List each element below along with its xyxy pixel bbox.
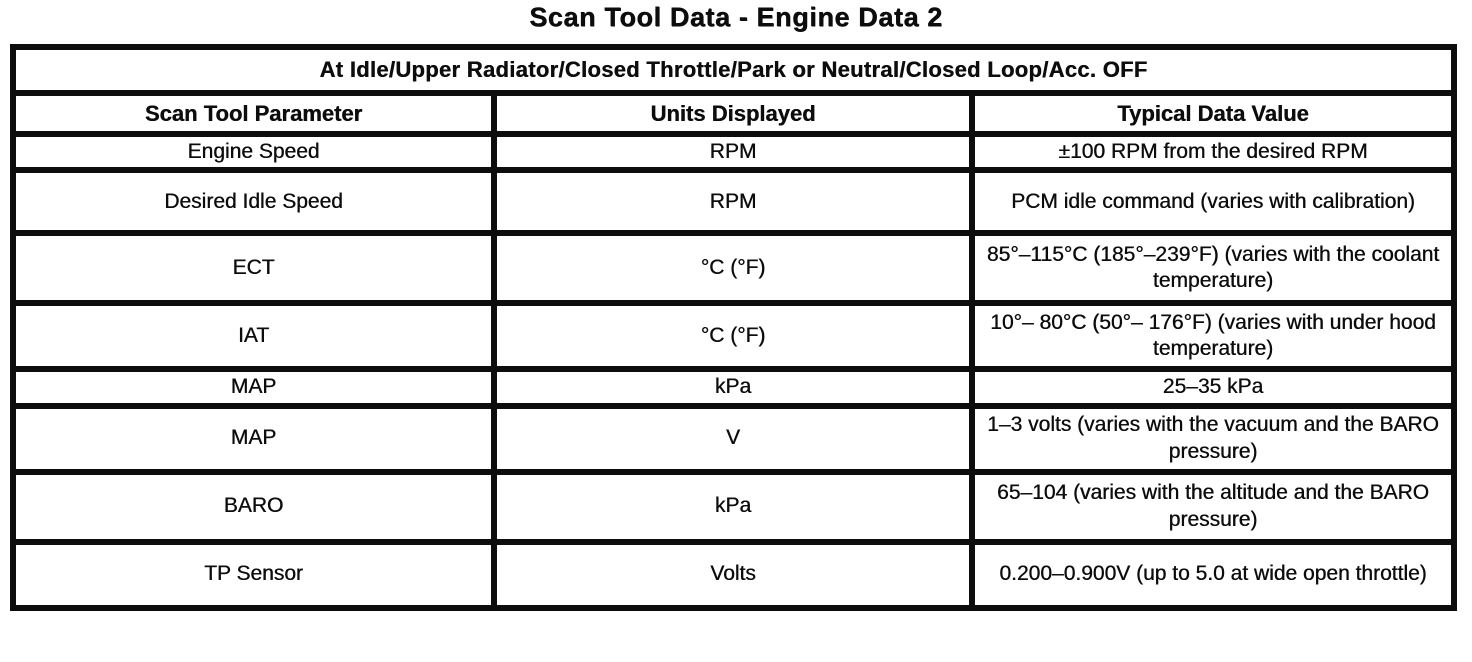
table-body — [13, 134, 1454, 608]
value-cell: 85°–115°C (185°–239°F) (varies with the coolant temperature) — [972, 233, 1454, 303]
table-row — [13, 472, 1454, 542]
value-cell: 10°– 80°C (50°– 176°F) (varies with under hood temperature) — [972, 303, 1454, 369]
table-row — [13, 134, 1454, 170]
table-row — [13, 303, 1454, 369]
parameter-cell: ECT — [13, 233, 494, 303]
engine-data-table — [10, 44, 1457, 611]
column-header-units: Units Displayed — [494, 93, 972, 134]
table-row — [13, 170, 1454, 233]
units-cell: kPa — [494, 472, 972, 542]
column-header-parameter: Scan Tool Parameter — [13, 93, 494, 134]
units-cell: RPM — [494, 134, 972, 170]
parameter-cell: IAT — [13, 303, 494, 369]
column-header-value: Typical Data Value — [972, 93, 1454, 134]
units-cell: V — [494, 406, 972, 472]
table-header — [13, 47, 1454, 134]
condition-header-row — [13, 47, 1454, 93]
value-cell: 0.200–0.900V (up to 5.0 at wide open throttle) — [972, 542, 1454, 608]
table-row — [13, 406, 1454, 472]
value-cell: 65–104 (varies with the altitude and the BARO pressure) — [972, 472, 1454, 542]
column-header-row — [13, 93, 1454, 134]
parameter-cell: MAP — [13, 369, 494, 405]
parameter-cell: BARO — [13, 472, 494, 542]
table-row — [13, 369, 1454, 405]
parameter-cell: Engine Speed — [13, 134, 494, 170]
table-row — [13, 233, 1454, 303]
value-cell: PCM idle command (varies with calibration) — [972, 170, 1454, 233]
condition-header: At Idle/Upper Radiator/Closed Throttle/Park or Neutral/Closed Loop/Acc. OFF — [13, 47, 1454, 93]
value-cell: 25–35 kPa — [972, 369, 1454, 405]
units-cell: RPM — [494, 170, 972, 233]
units-cell: °C (°F) — [494, 303, 972, 369]
units-cell: Volts — [494, 542, 972, 608]
value-cell: 1–3 volts (varies with the vacuum and the BARO pressure) — [972, 406, 1454, 472]
value-cell: ±100 RPM from the desired RPM — [972, 134, 1454, 170]
units-cell: kPa — [494, 369, 972, 405]
parameter-cell: Desired Idle Speed — [13, 170, 494, 233]
parameter-cell: MAP — [13, 406, 494, 472]
units-cell: °C (°F) — [494, 233, 972, 303]
table-row — [13, 542, 1454, 608]
parameter-cell: TP Sensor — [13, 542, 494, 608]
page-title: Scan Tool Data - Engine Data 2 — [529, 2, 943, 32]
